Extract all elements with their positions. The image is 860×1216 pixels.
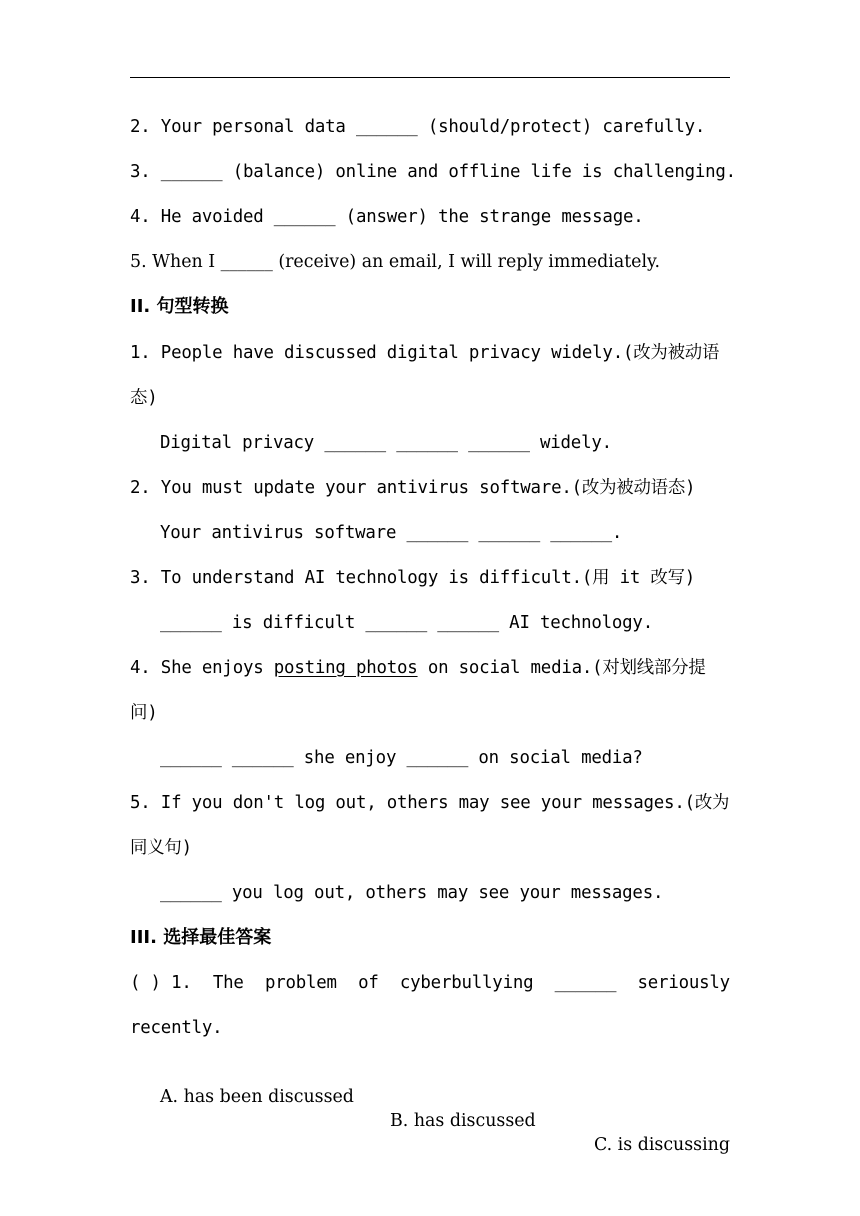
question-word: cyberbullying (399, 973, 534, 993)
question-text: 同义句) (130, 838, 192, 858)
question-word: The (212, 973, 244, 993)
exercise-item: 2. Your personal data ______ (should/protect) carefully. (130, 117, 706, 137)
option-a: A. has been discussed (160, 1087, 354, 1107)
question-word: ______ (554, 973, 617, 993)
option-c: C. is discussing (593, 1135, 730, 1155)
exercise-item: 3. ______ (balance) online and offline life is challenging. (130, 162, 736, 182)
question-word: ( ) 1. (130, 973, 192, 993)
question-suffix: on social media.(对划线部分提 (417, 658, 706, 678)
exercise-item: 4. He avoided ______ (answer) the strange message. (130, 207, 644, 227)
question-text: 问) (130, 703, 158, 723)
section-heading: III. 选择最佳答案 (130, 927, 272, 948)
underlined-phrase: posting photos (273, 658, 418, 678)
answer-line: ______ you log out, others may see your messages. (160, 883, 664, 903)
exercise-item: 5. When I ______ (receive) an email, I will reply immediately. (130, 252, 661, 272)
header-rule (130, 77, 730, 78)
answer-line: ______ is difficult ______ ______ AI technology. (160, 613, 653, 633)
section-heading: II. 句型转换 (130, 296, 229, 317)
question-text (130, 656, 706, 680)
question-text: recently. (130, 1018, 223, 1038)
options-row (160, 1061, 730, 1155)
question-word: of (358, 973, 379, 993)
question-word: problem (264, 973, 337, 993)
question-text: 态) (130, 388, 158, 408)
answer-line: ______ ______ she enjoy ______ on social media? (160, 748, 643, 768)
question-text: 5. If you don't log out, others may see your messages.(改为 (130, 793, 730, 813)
answer-line: Digital privacy ______ ______ ______ widely. (160, 433, 612, 453)
question-text (130, 971, 730, 995)
question-prefix: 4. She enjoys (130, 658, 274, 678)
question-text: 1. People have discussed digital privacy widely.(改为被动语 (130, 343, 720, 363)
question-word: seriously (637, 973, 730, 993)
answer-line: Your antivirus software ______ ______ ______. (160, 523, 623, 543)
option-b: B. has discussed (390, 1111, 536, 1131)
question-text: 2. You must update your antivirus software.(改为被动语态) (130, 478, 696, 498)
question-text: 3. To understand AI technology is difficult.(用 it 改写) (130, 568, 696, 588)
